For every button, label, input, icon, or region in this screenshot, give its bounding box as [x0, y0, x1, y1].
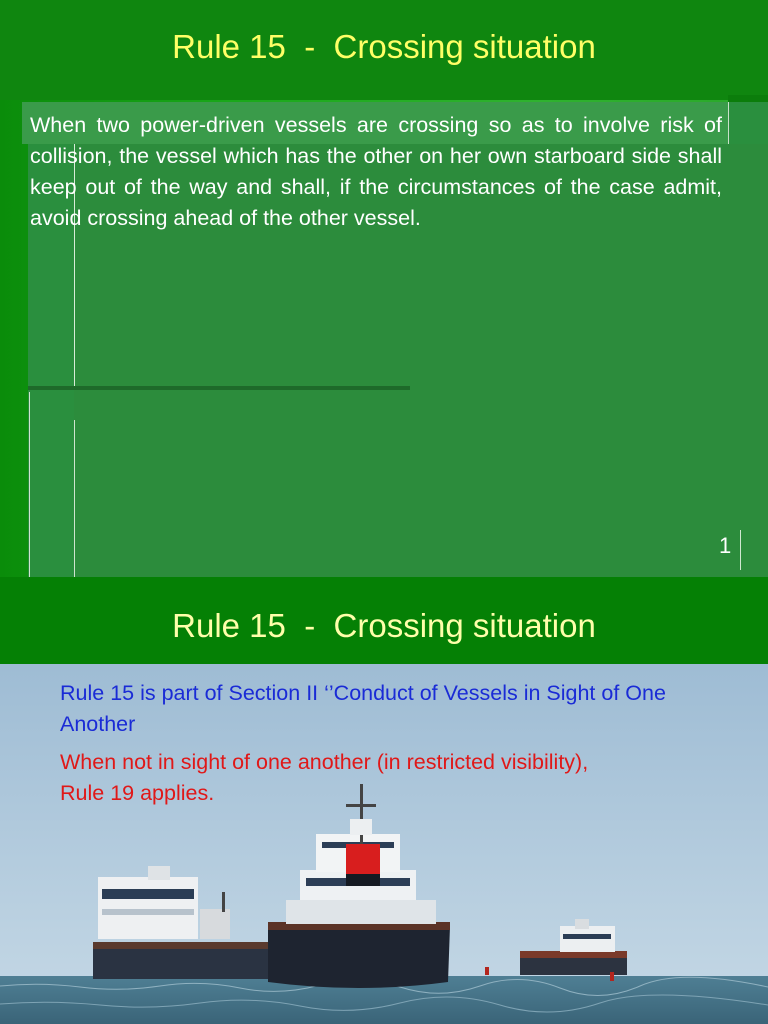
divider-line: [29, 392, 30, 577]
page-number: 1: [719, 533, 732, 558]
divider-line: [740, 530, 741, 570]
section-note: Rule 15 is part of Section II ‘’Conduct of Vessels in Sight of One Another: [60, 681, 666, 736]
restricted-visibility-note: When not in sight of one another (in restricted visibility), Rule 19 applies.: [60, 750, 589, 805]
slide-title: Rule 15 - Crossing situation: [172, 607, 596, 644]
divider-line: [28, 386, 410, 390]
divider-line: [74, 420, 75, 577]
rule-text: When two power-driven vessels are crossing so as to involve risk of collision, the vessel which has the other on her own starboard side shall keep out of the way and shall, if the circumstances of the case admit, avoid crossing ahead of the other vessel.: [30, 113, 722, 230]
slide-2: [0, 577, 768, 1024]
slide-title: Rule 15 - Crossing situation: [172, 28, 596, 65]
